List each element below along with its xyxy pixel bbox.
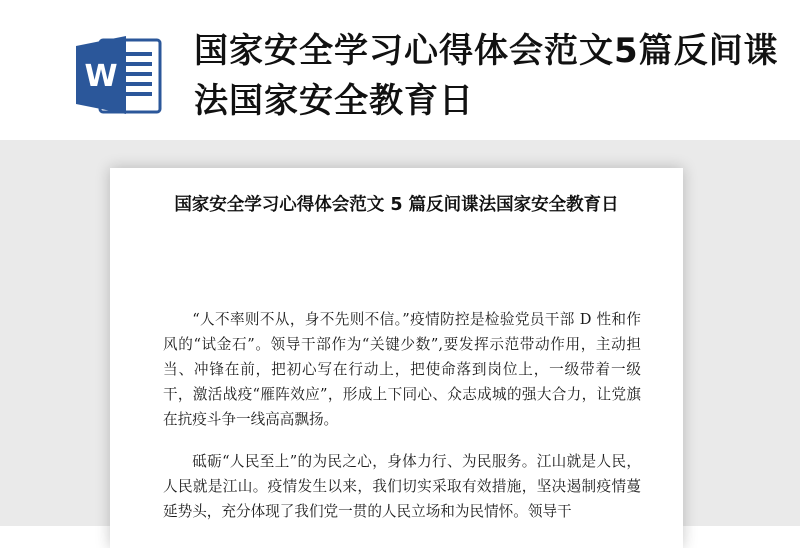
document-paragraph: “人不率则不从，身不先则不信。”疫情防控是检验党员干部 D 性和作风的“试金石”。领导干部作为“关键少数”,要发挥示范带动作用，主动担当、冲锋在前，把初心写在行动上，把使命落到岗位上，一级带着一级干，激活战疫“雁阵效应”，形成上下同心、众志成城的强大合力，让党旗在抗疫斗争一线高高飘扬。 bbox=[163, 311, 641, 428]
document-page bbox=[110, 168, 683, 548]
word-doc-icon bbox=[76, 34, 162, 116]
word-icon-letter: W bbox=[84, 59, 118, 94]
document-paragraph: 砥砺“人民至上”的为民之心，身体力行、为民服务。江山就是人民，人民就是江山。疫情发生以来，我们切实采取有效措施，坚决遏制疫情蔓延势头，充分体现了我们党一贯的人民立场和为民情怀。领导干 bbox=[163, 453, 641, 520]
header-banner bbox=[0, 0, 800, 140]
page-title: 国家安全学习心得体会范文5篇反间谍法国家安全教育日 bbox=[194, 31, 779, 121]
document-title: 国家安全学习心得体会范文 5 篇反间谍法国家安全教育日 bbox=[174, 195, 619, 215]
